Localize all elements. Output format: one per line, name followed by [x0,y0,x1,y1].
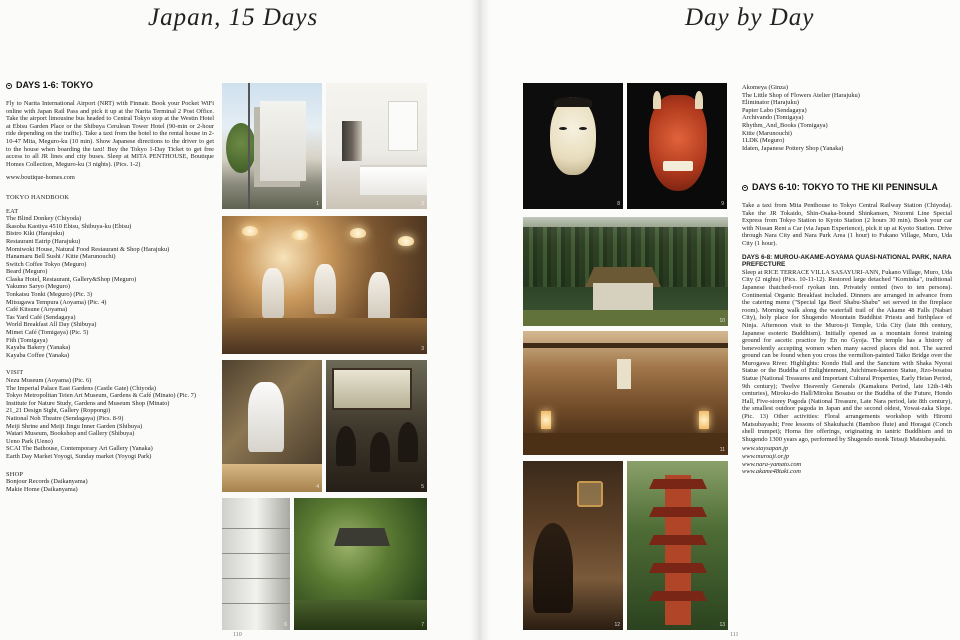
website-link[interactable]: www.murouji.or.jp [742,453,790,460]
eat-title: EAT [6,207,19,215]
website-link[interactable]: www.nara-yamato.com [742,460,802,468]
page-number-left: 110 [233,632,242,638]
photo-number: 9 [721,201,724,207]
photo-thatched-village [523,217,728,326]
list-item: Eliminator (Harajuku) [742,99,799,107]
list-item: SCAI The Bathouse, Contemporary Art Gallery (Yanaka) [6,445,153,453]
body-paragraph: Sleep at RICE TERRACE VILLA SASAYURI-ANN, Fukano Village, Muro, Uda City (2 nights) (Pics. 10-11-12). Restored large detached "Kominka", traditional Japanese thatched-roof ryokan inn. Privately rented (two to ten persons). Continental Organic Breakfast included. Dinners are arranged in advance from the catering menu ("Special Iga Beef Shabu-Shabu" set served in the fireplace room). Morning walk along the waterfall trail of the Akame 48 Falls (Nabari City), holy place for Shugendo Mountain Buddhist Priests and birthplace of Ninja. Afternoon visit to the Murou-ji Temple, Uda City (late 8th century, Japanese esoteric Buddhism). Initially opened as a mountain forest training ground for ascetic practice by En no Gyoja. The temple has a history of benevolently accepting women when many sacred places did not. The sacred ground can be found when you cross the vermilion-painted Taiko Bridge over the Murogawa River. Highlights: Kondo Hall and the Sanctum with Shaka Nyorai Statue or the Buddha of Enlightenment, Juichimen-kannon Statue, Jizo-bosatsu Statue (National Treasures and Important Cultural Properties, Early Heian Period, 9th century); Twelve Heavenly Generals (Kamakura Period, late 12th-14th centuries), Miroku-do Hall/Miroku Bosatsu or the Buddha of the Future, Hondo Hall, Five-storey Pagoda (National Treasure, Late Nara period, late 8th century), the smallest outdoor pagoda in Japan and the second oldest, Yowai-zaka Slope. (Pic. 13) Other activities: Floral arrangements workshop with Hiromi Matsubayashi; Free lessons of Shakuhachi (Bamboo flute) and Horagai (Conch shell trumpet); Horna fire offerings, originating in tantric Buddhism and in Shugendo 1300 years ago, performed by Shugendo monk Tetsuji Matsubayashi. [742,268,952,443]
shop-continued-list [742,84,952,184]
list-item: Earth Day Market Yoyogi, Sunday market (Yoyogi Park) [6,452,152,460]
website-link[interactable]: www.boutique-homes.com [6,174,75,182]
shop-list [6,478,214,493]
list-item: Kitte (Marunouchi) [742,129,792,137]
photo-noh-mask [523,83,623,209]
list-item: Yakumo Saryo (Meguro) [6,283,70,291]
photo-number: 6 [284,622,287,628]
list-item: The Little Shop of Flowers Atelier (Harajuku) [742,91,860,99]
photo-tonkatsu-kitchen [222,216,427,354]
bullet-icon [742,185,748,191]
list-item: National Noh Theatre (Sendagaya) (Pics. 8-9) [6,414,124,422]
photo-number: 7 [421,622,424,628]
website-link[interactable]: www.staysapan.jp [742,445,789,453]
photo-number: 2 [421,201,424,207]
list-item: Momiwoki House, Natural Food Restaurant & Shop (Harajuku) [6,245,170,253]
list-item: Claska Hotel, Restaurant, Gallery&Shop (Meguro) [6,275,137,283]
list-item: Tonkatsu Tonki (Meguro) (Pic. 3) [6,291,93,299]
list-item: Café Kitsune (Aoyama) [6,306,68,314]
list-item: Mimet Café (Tomigaya) (Pic. 5) [6,329,89,337]
right-text-column [742,182,952,632]
eat-list [6,215,214,359]
section-heading-text: DAYS 1-6: TOKYO [16,80,94,90]
list-item: The Imperial Palace East Gardens (Castle Gate) (Chiyoda) [6,384,156,392]
list-item: World Breakfast All Day (Shibuya) [6,321,97,329]
sub-heading-murou: DAYS 6-8: MUROU-AKAME-AOYAMA QUASI-NATIONAL PARK, NARA PREFECTURE [742,253,952,269]
list-item: Meiji Shrine and Meiji Jingu Inner Garden (Shibuya) [6,422,143,430]
list-item: Hanamaru Bell Sushi / Kitte (Marunouchi) [6,253,116,261]
photo-tempura-chef [222,360,322,492]
list-item: Nezu Museum (Aoyama) (Pic. 6) [6,377,92,384]
list-item: Ueno Park (Ueno) [6,437,53,445]
list-item: Rhythm_And_Books (Tomigaya) [742,121,828,129]
running-title-left: Japan, 15 Days [148,4,319,31]
photo-number: 1 [316,201,319,207]
book-gutter [470,0,490,640]
section-heading-text: DAYS 6-10: TOKYO TO THE KII PENINSULA [752,182,938,192]
list-item: Makie Home (Daikanyama) [6,485,78,493]
list-item: Beard (Meguro) [6,268,48,276]
list-item: Restaurant Eatrip (Harajuku) [6,237,81,245]
photo-bedroom [326,83,427,209]
photo-cafe-interior [326,360,427,492]
list-item: Switch Coffee Tokyo (Meguro) [6,260,87,268]
section-heading-kii [742,182,952,193]
list-item: Fith (Tomigaya) [6,336,48,344]
list-item: Bonjour Records (Daikanyama) [6,478,88,486]
list-item: Akomeya (Ginza) [742,84,788,91]
photo-hannya-mask [627,83,727,209]
list-item: Idaten, Japanese Pottery Shop (Yanaka) [742,144,844,152]
handbook-title: TOKYO HANDBOOK [6,193,70,201]
page-number-right: 111 [730,632,739,638]
list-item: Bistro Kiki (Harajuku) [6,230,65,238]
photo-museum-stair [222,498,290,630]
photo-number: 8 [617,201,620,207]
list-item: Tokyo Metropolitan Teien Art Museum, Gardens & Café (Minato) (Pic. 7) [6,392,196,400]
list-item: Papier Labo (Sendagaya) [742,106,807,114]
list-item: The Blind Donkey (Chiyoda) [6,215,82,223]
photo-number: 11 [719,447,725,453]
photo-fireplace-room [523,461,623,630]
list-item: Kayaba Bakery (Yanaka) [6,344,71,352]
photo-street-house [222,83,322,209]
list-item: Tas Yard Café (Sendagaya) [6,313,76,321]
list-item: Ikasoba Kaotiya 4510 Ebisu, Shibuya-ku (Ebisu) [6,222,132,230]
photo-number: 3 [421,346,424,352]
photo-number: 10 [719,318,725,324]
section-heading-tokyo [6,80,214,91]
photo-ryokan-interior [523,331,728,455]
photo-number: 12 [614,622,620,628]
running-title-right: Day by Day [685,4,815,31]
photo-five-storey-pagoda [627,461,728,630]
list-item: Institute for Nature Study, Gardens and Museum Shop (Minato) [6,399,170,407]
list-item: 21_21 Design Sight, Gallery (Roppongi) [6,407,111,415]
list-item: 1LDK (Meguro) [742,137,785,145]
photo-number: 5 [421,484,424,490]
left-text-column [6,80,214,630]
photo-japanese-garden [294,498,427,630]
photo-number: 4 [316,484,319,490]
list-item: Kayaba Coffee (Yanaka) [6,351,70,359]
list-item: Mitsugawa Tempura (Aoyama) (Pic. 4) [6,298,107,306]
intro-paragraph: Take a taxi from Mita Penthouse to Tokyo Central Railway Station (Chiyoda). Take the JR Tokaido, Shin-Osaka-bound Shinkansen, Nozomi Line Special Express from Tokyo Station to Kyoto Station (2 hours 30 min). Book your car with Nissan Rent a Car (via Japan Experience), pick it up at Kyoto Station. Drive through Nara City and Nara Park Area (1 hour) to Fukano Village, Muro, Uda City (1 hour). [742,202,952,247]
visit-title: VISIT [6,369,24,377]
list-item: Archivando (Tomigaya) [742,114,804,122]
photo-number: 13 [719,622,725,628]
shop-title: SHOP [6,470,24,478]
website-link[interactable]: www.akame48taki.com [742,468,801,476]
bullet-icon [6,83,12,89]
intro-paragraph: Fly to Narita International Airport (NRT) with Finnair. Book your Pocket WiFi online with Japan Rail Pass and pick it up at the Narita Terminal 2 Post Office. Take the airport limousine bus headed to Central Tokyo stop at the Westin Hotel at Ebisu Garden Place or the Shibuya Cerulean Tower Hotel (90-min or 2-hour ride depending on the traffic). Take a taxi from the hotel to the rental house in 2-10-47 Mita, Meguro-ku (10 min). Show Japanese directions to the driver to get to the house when boarding the taxi! Buy the Tokyo 1-Day Ticket to get free access to all JR lines and city buses. Sleep at MITA PENTHOUSE, Boutique Homes Collection, Meguro-ku (3 nights). (Pics. 1-2) [6,100,214,168]
visit-list [6,377,214,461]
list-item: Watari Museum, Bookshop and Gallery (Shibuya) [6,430,135,438]
